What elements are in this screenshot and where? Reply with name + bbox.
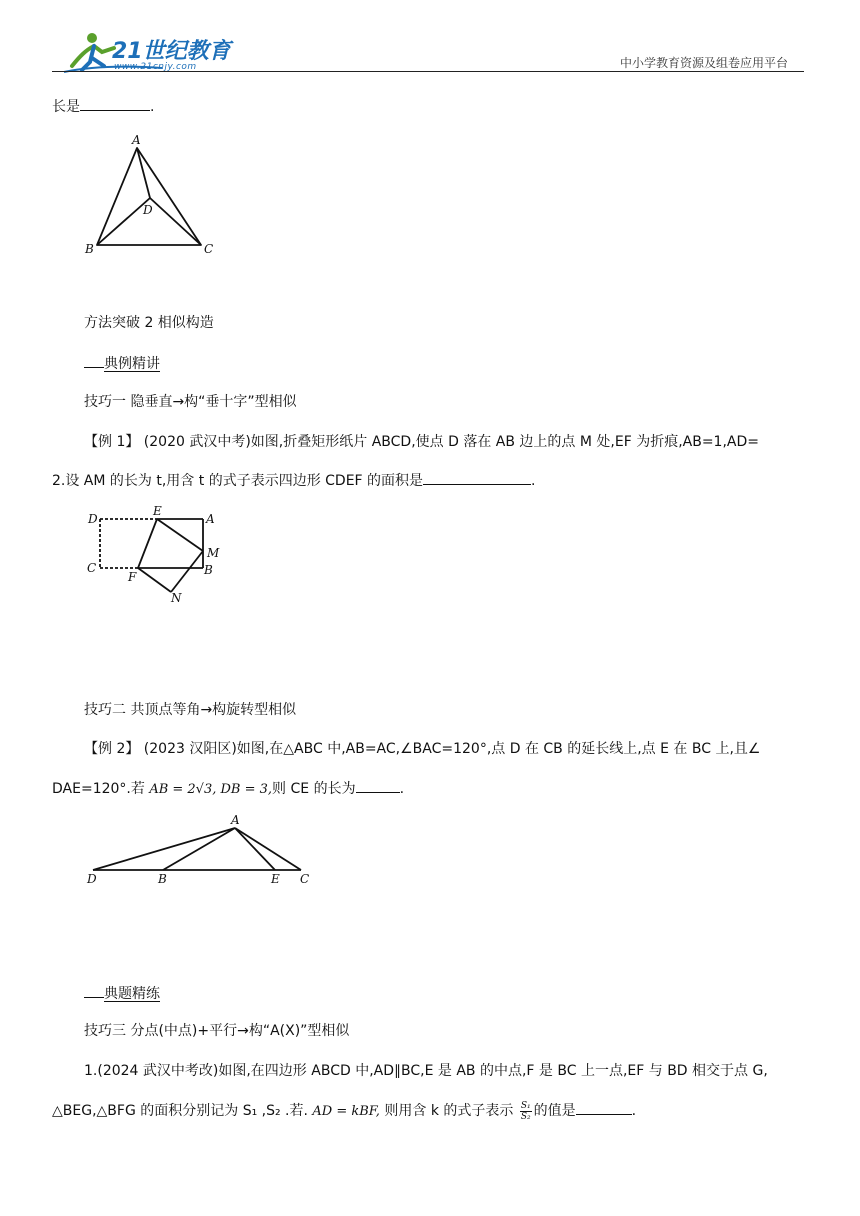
fig2-label-c: C bbox=[87, 561, 97, 575]
fig1-label-d: D bbox=[143, 203, 153, 217]
question-1-line-2 bbox=[52, 1100, 636, 1122]
logo-text: 21世纪教育 bbox=[112, 39, 231, 64]
figure-folded-rectangle bbox=[80, 502, 230, 604]
example-2-formula: AB = 2√3, DB = 3, bbox=[149, 782, 273, 797]
fig2-label-d: D bbox=[88, 512, 98, 526]
question-1-period: . bbox=[631, 1103, 637, 1119]
fig2-label-n: N bbox=[171, 591, 182, 604]
fraction-denominator: S₂ bbox=[520, 1111, 531, 1122]
example-1-period: . bbox=[531, 473, 536, 489]
subsection-title-1 bbox=[84, 353, 160, 374]
question-1-line-2-post: 的值是 bbox=[533, 1103, 576, 1119]
tip-1-title: 技巧一 隐垂直→构“垂十字”型相似 bbox=[84, 394, 297, 410]
subsection-1-rule bbox=[84, 353, 104, 368]
question-1-line-2-mid: 则用含 k 的式子表示 bbox=[379, 1103, 518, 1119]
answer-blank-ex1 bbox=[423, 470, 531, 485]
fig1-label-c: C bbox=[204, 242, 214, 256]
example-2-period: . bbox=[399, 781, 405, 797]
fraction-s1-s2 bbox=[520, 1101, 532, 1122]
example-1-line-2-text: 2.设 AM 的长为 t,用含 t 的式子表示四边形 CDEF 的面积是 bbox=[52, 473, 424, 489]
fig2-label-b: B bbox=[204, 563, 213, 577]
example-2-line-1: 【例 2】 (2023 汉阳区)如图,在△ABC 中,AB=AC,∠BAC=120°,点 D 在 CB 的延长线上,点 E 在 BC 上,且∠ bbox=[84, 741, 761, 757]
fig2-label-f: F bbox=[128, 570, 137, 584]
subsection-2-rule bbox=[84, 983, 104, 998]
fig3-label-c: C bbox=[300, 872, 310, 886]
fig3-label-d: D bbox=[87, 872, 97, 886]
fig2-label-a: A bbox=[206, 512, 215, 526]
answer-line-1 bbox=[52, 96, 154, 117]
fig3-label-e: E bbox=[271, 872, 280, 886]
answer-blank-q1 bbox=[576, 1100, 632, 1115]
example-2-line-2 bbox=[52, 778, 404, 800]
fig3-label-b: B bbox=[158, 872, 167, 886]
site-name: 中小学教育资源及组卷应用平台 bbox=[620, 56, 789, 70]
fig1-label-b: B bbox=[85, 242, 94, 256]
subsection-title-2 bbox=[84, 983, 160, 1004]
answer-line-1-text: 长是 bbox=[52, 99, 80, 115]
tip-3-title: 技巧三 分点(中点)+平行→构“A(X)”型相似 bbox=[84, 1023, 350, 1039]
answer-blank-1 bbox=[80, 96, 150, 111]
header-divider bbox=[52, 71, 804, 72]
tip-2-title: 技巧二 共顶点等角→构旋转型相似 bbox=[84, 702, 297, 718]
logo-url: www.21cnjy.com bbox=[114, 62, 197, 72]
example-1-line-1: 【例 1】 (2020 武汉中考)如图,折叠矩形纸片 ABCD,使点 D 落在 AB 边上的点 M 处,EF 为折痕,AB=1,AD= bbox=[84, 434, 759, 450]
figure-triangle-abcd bbox=[80, 128, 230, 260]
fig1-label-a: A bbox=[132, 133, 141, 147]
subsection-2-label: 典题精练 bbox=[104, 986, 160, 1002]
question-1-formula: AD = kBF, bbox=[312, 1104, 380, 1119]
figure-triangle-dabec bbox=[80, 812, 320, 886]
fig2-label-m: M bbox=[207, 546, 220, 560]
answer-line-1-period: . bbox=[150, 99, 155, 115]
question-1-line-1: 1.(2024 武汉中考改)如图,在四边形 ABCD 中,AD∥BC,E 是 AB 的中点,F 是 BC 上一点,EF 与 BD 相交于点 G, bbox=[84, 1063, 768, 1079]
section-title: 方法突破 2 相似构造 bbox=[84, 315, 214, 331]
fig3-label-a: A bbox=[231, 813, 240, 827]
example-1-line-2 bbox=[52, 470, 536, 491]
fraction-numerator: S₁ bbox=[520, 1100, 531, 1111]
logo bbox=[62, 28, 232, 76]
question-1-line-2-pre: △BEG,△BFG 的面积分别记为 S₁ ,S₂ .若. bbox=[52, 1103, 308, 1119]
answer-blank-ex2 bbox=[356, 778, 400, 793]
subsection-1-label: 典例精讲 bbox=[104, 356, 160, 372]
example-2-line-2-post: 则 CE 的长为 bbox=[272, 781, 356, 797]
example-2-line-2-pre: DAE=120°.若 bbox=[52, 781, 145, 797]
fig2-label-e: E bbox=[153, 504, 162, 518]
